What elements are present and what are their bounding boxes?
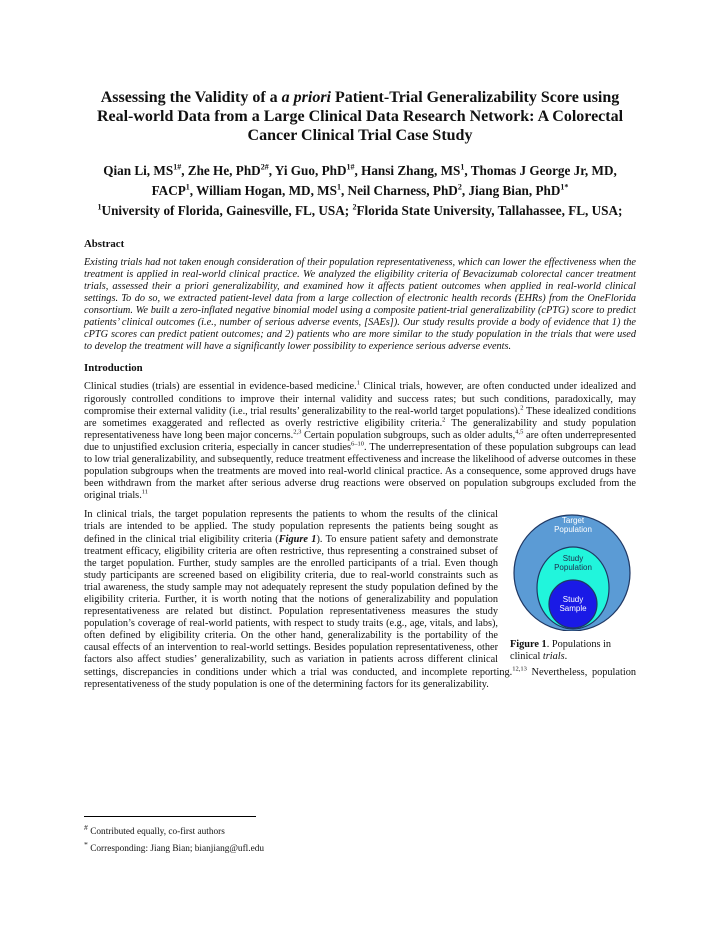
footnote-text: Contributed equally, co-first authors [87, 827, 225, 838]
introduction-paragraph-1 [84, 381, 636, 502]
footnote-mark: * [84, 839, 88, 849]
paper-title [84, 88, 636, 145]
paper-page [84, 88, 636, 691]
text-segment: These idealized conditions are sometimes exaggerated and reflected as overly restrictive eligibility criteria. [84, 405, 637, 429]
author-affiliation-mark: 1* [560, 182, 569, 192]
text-segment: ). To ensure patient safety and demonstrate treatment efficacy, eligibility criteria are often restrictive, thus representing a constrained subset of the target population. Further, study samples are the enrolled participants of a trial. Even though study participants are screened based on eligibility criteria, due to real-world constraints such as trial awareness, the study sample may not adequately represent the study population defined by the eligibility criteria. Further, it is worth noting that the notions of generalizability and population representativeness are related but distinct. Population representativeness measures the study population’s coverage of real-world patients, with respect to study traits (e.g., age, vitals, and labs), often defined by eligibility criteria. On the other hand, generalizability is the portability of the causal effects of an intervention to real-world settings. Besides population representativeness, other factors also affect studies’ generalizability, such as variation in patients across different clinical settings, discrepancies in conditions under which a trial was conducted, and incomplete reporting. [84, 533, 513, 678]
footnotes [84, 816, 636, 855]
text-segment: Clinical trials, however, are often conducted under idealized and rigorously controlled conditions to improve their internal validity and success rates; but such conditions, paradoxically, may compromise their external validity (i.e., trial results’ generalizability to the real-world target populations). [84, 381, 636, 417]
abstract-text: Existing trials had not taken enough consideration of their population representativeness, which can lower the effectiveness when the treatment is applied in real-world clinical practice. We analyzed the eligibility criteria of Bevacizumab colorectal cancer treatment trials, assessed their a priori generalizability, and examined how it affects patient outcomes when applied in real-world clinical settings. To do so, we extracted patient-level data from a large collection of electronic health records (EHRs) from the OneFlorida consortium. We built a zero-inflated negative binomial model using a composite patient-trial generalizability (cPTG) score to predict patients’ clinical outcomes (i.e., number of serious adverse events, [SAEs]). Our study results provide a body of evidence that 1) the cPTG scores can predict patient outcomes; and 2) patients who are more similar to the study population in the trials that were used to develop the treatment will have a significantly lower possibility to experience serious adverse events. [84, 256, 636, 353]
study-population-label-line-1: Study [562, 554, 584, 564]
author-affiliation-mark: 2 [457, 182, 462, 192]
footnote [84, 822, 636, 839]
text-segment: Clinical studies (trials) are essential in evidence-based medicine. [84, 381, 357, 393]
figure-reference-bold [279, 534, 317, 545]
footnote-list [84, 822, 636, 855]
text-segment: Nevertheless, population representativeness of the study population is one of the determining factors for its generalizability. [84, 666, 636, 690]
affiliation-mark-2: 2 [352, 202, 357, 212]
author-block [84, 160, 636, 220]
citation-ref: 2,3 [293, 428, 302, 436]
footnote-text: Corresponding: Jiang Bian; bianjiang@ufl.edu [87, 843, 265, 854]
author-name: Zhe He, PhD [187, 163, 261, 179]
text-segment: In clinical trials, the target population represents the patients to whom the results of the clinical trials are intended to be applied. The study population represents the patients being sought as defined in the clinical trial eligibility criteria ( [84, 509, 498, 545]
affiliation-2: Florida State University, Tallahassee, FL, USA; [356, 203, 623, 219]
study-population-label-line-2: Population [554, 563, 592, 573]
affiliation-1: University of Florida, Gainesville, FL, USA; [101, 203, 353, 219]
citation-ref: 4,5 [515, 428, 524, 436]
citation-ref: 2 [520, 404, 524, 412]
abstract-heading: Abstract [84, 237, 125, 250]
citation-ref: 11 [141, 488, 149, 496]
author-list: Qian Li, $MS^{1\#}$, Zhe He, PhD$^{2\#}$, Yi Guo, PhD$^{1\#}$, Hansi Zhang, $MS^1$, Thomas J George Jr, MD, FACP$^1$, William Hogan, MD, $MS^1$, Neil Charness, PhD$^2$, Jiang Bian, PhD$^{1*}$ [103, 163, 617, 199]
affiliations [98, 203, 623, 218]
author-name: Hansi Zhang, MS [361, 163, 461, 179]
citation-ref: 12,13 [512, 665, 527, 673]
text-segment: The generalizability and study population representativeness have long been major concerns. [84, 417, 636, 441]
author-name: Yi Guo, PhD [274, 163, 347, 179]
affiliation-mark-1: 1 [97, 202, 102, 212]
author-affiliation-mark: 1 [336, 182, 341, 192]
introduction-heading: Introduction [84, 362, 143, 375]
citation-ref: 1 [356, 380, 360, 387]
study-sample-label-line-2: Sample [559, 604, 587, 614]
target-label-line-1: Target [561, 516, 585, 526]
author-name: Thomas J George Jr, MD, FACP [151, 163, 617, 199]
figure-1-label: Figure 1 [510, 639, 547, 651]
figure-reference: Figure 1 [278, 533, 317, 545]
text-segment: Certain population subgroups, such as older adults, [301, 429, 516, 441]
figure-1-caption-italic: trials [542, 651, 565, 663]
text-segment: . The underrepresentation of these population subgroups can lead to low trial generalizability, and subsequently, reduce treatment effectiveness and increase the likelihood of adverse outcomes in these population subgroups when the treatments are moved into real-world clinical practice. As a consequence, some approved drugs have been withdrawn from the market after serious adverse drug reactions were observed on population subgroups excluded from the original trials. [84, 441, 636, 502]
author-name: Neil Charness, PhD [347, 183, 458, 199]
introduction-paragraph-2-block [84, 509, 636, 690]
author-name: Jiang Bian, PhD [468, 183, 561, 199]
figure-1-caption-text: . Populations in clinical [510, 639, 612, 663]
author-affiliation-mark: 1# [173, 163, 182, 172]
author-affiliation-mark: 1# [346, 163, 355, 172]
figure-1-caption-end: . [564, 651, 568, 663]
title-part-1: Assessing the Validity of a [100, 89, 282, 106]
populations-diagram [510, 511, 640, 631]
author-name: Qian Li, MS [103, 163, 174, 179]
citation-ref: 6–10 [351, 440, 365, 448]
text-segment: are often underrepresented due to unjustified exclusion criteria, especially in cancer studies [84, 429, 636, 453]
figure-1-caption [510, 639, 640, 663]
study-sample-label-line-1: Study [562, 595, 584, 605]
citation-ref: 2 [442, 416, 446, 424]
figure-1 [510, 511, 640, 663]
footnote-divider [84, 816, 256, 817]
title-part-2: Patient-Trial Generalizability Score using Real-world Data from a Large Clinical Data Research Network: A Colorectal Cancer Clinical Trial Case Study [96, 89, 624, 144]
footnote [84, 839, 636, 856]
author-affiliation-mark: 1 [185, 182, 190, 192]
target-label-line-2: Population [554, 525, 592, 535]
author-affiliation-mark: 1 [460, 163, 465, 172]
footnote-mark: # [84, 823, 88, 832]
author-name: William Hogan, MD, MS [196, 183, 337, 199]
author-affiliation-mark: 2# [260, 163, 269, 172]
title-emphasis: a priori [281, 89, 331, 106]
